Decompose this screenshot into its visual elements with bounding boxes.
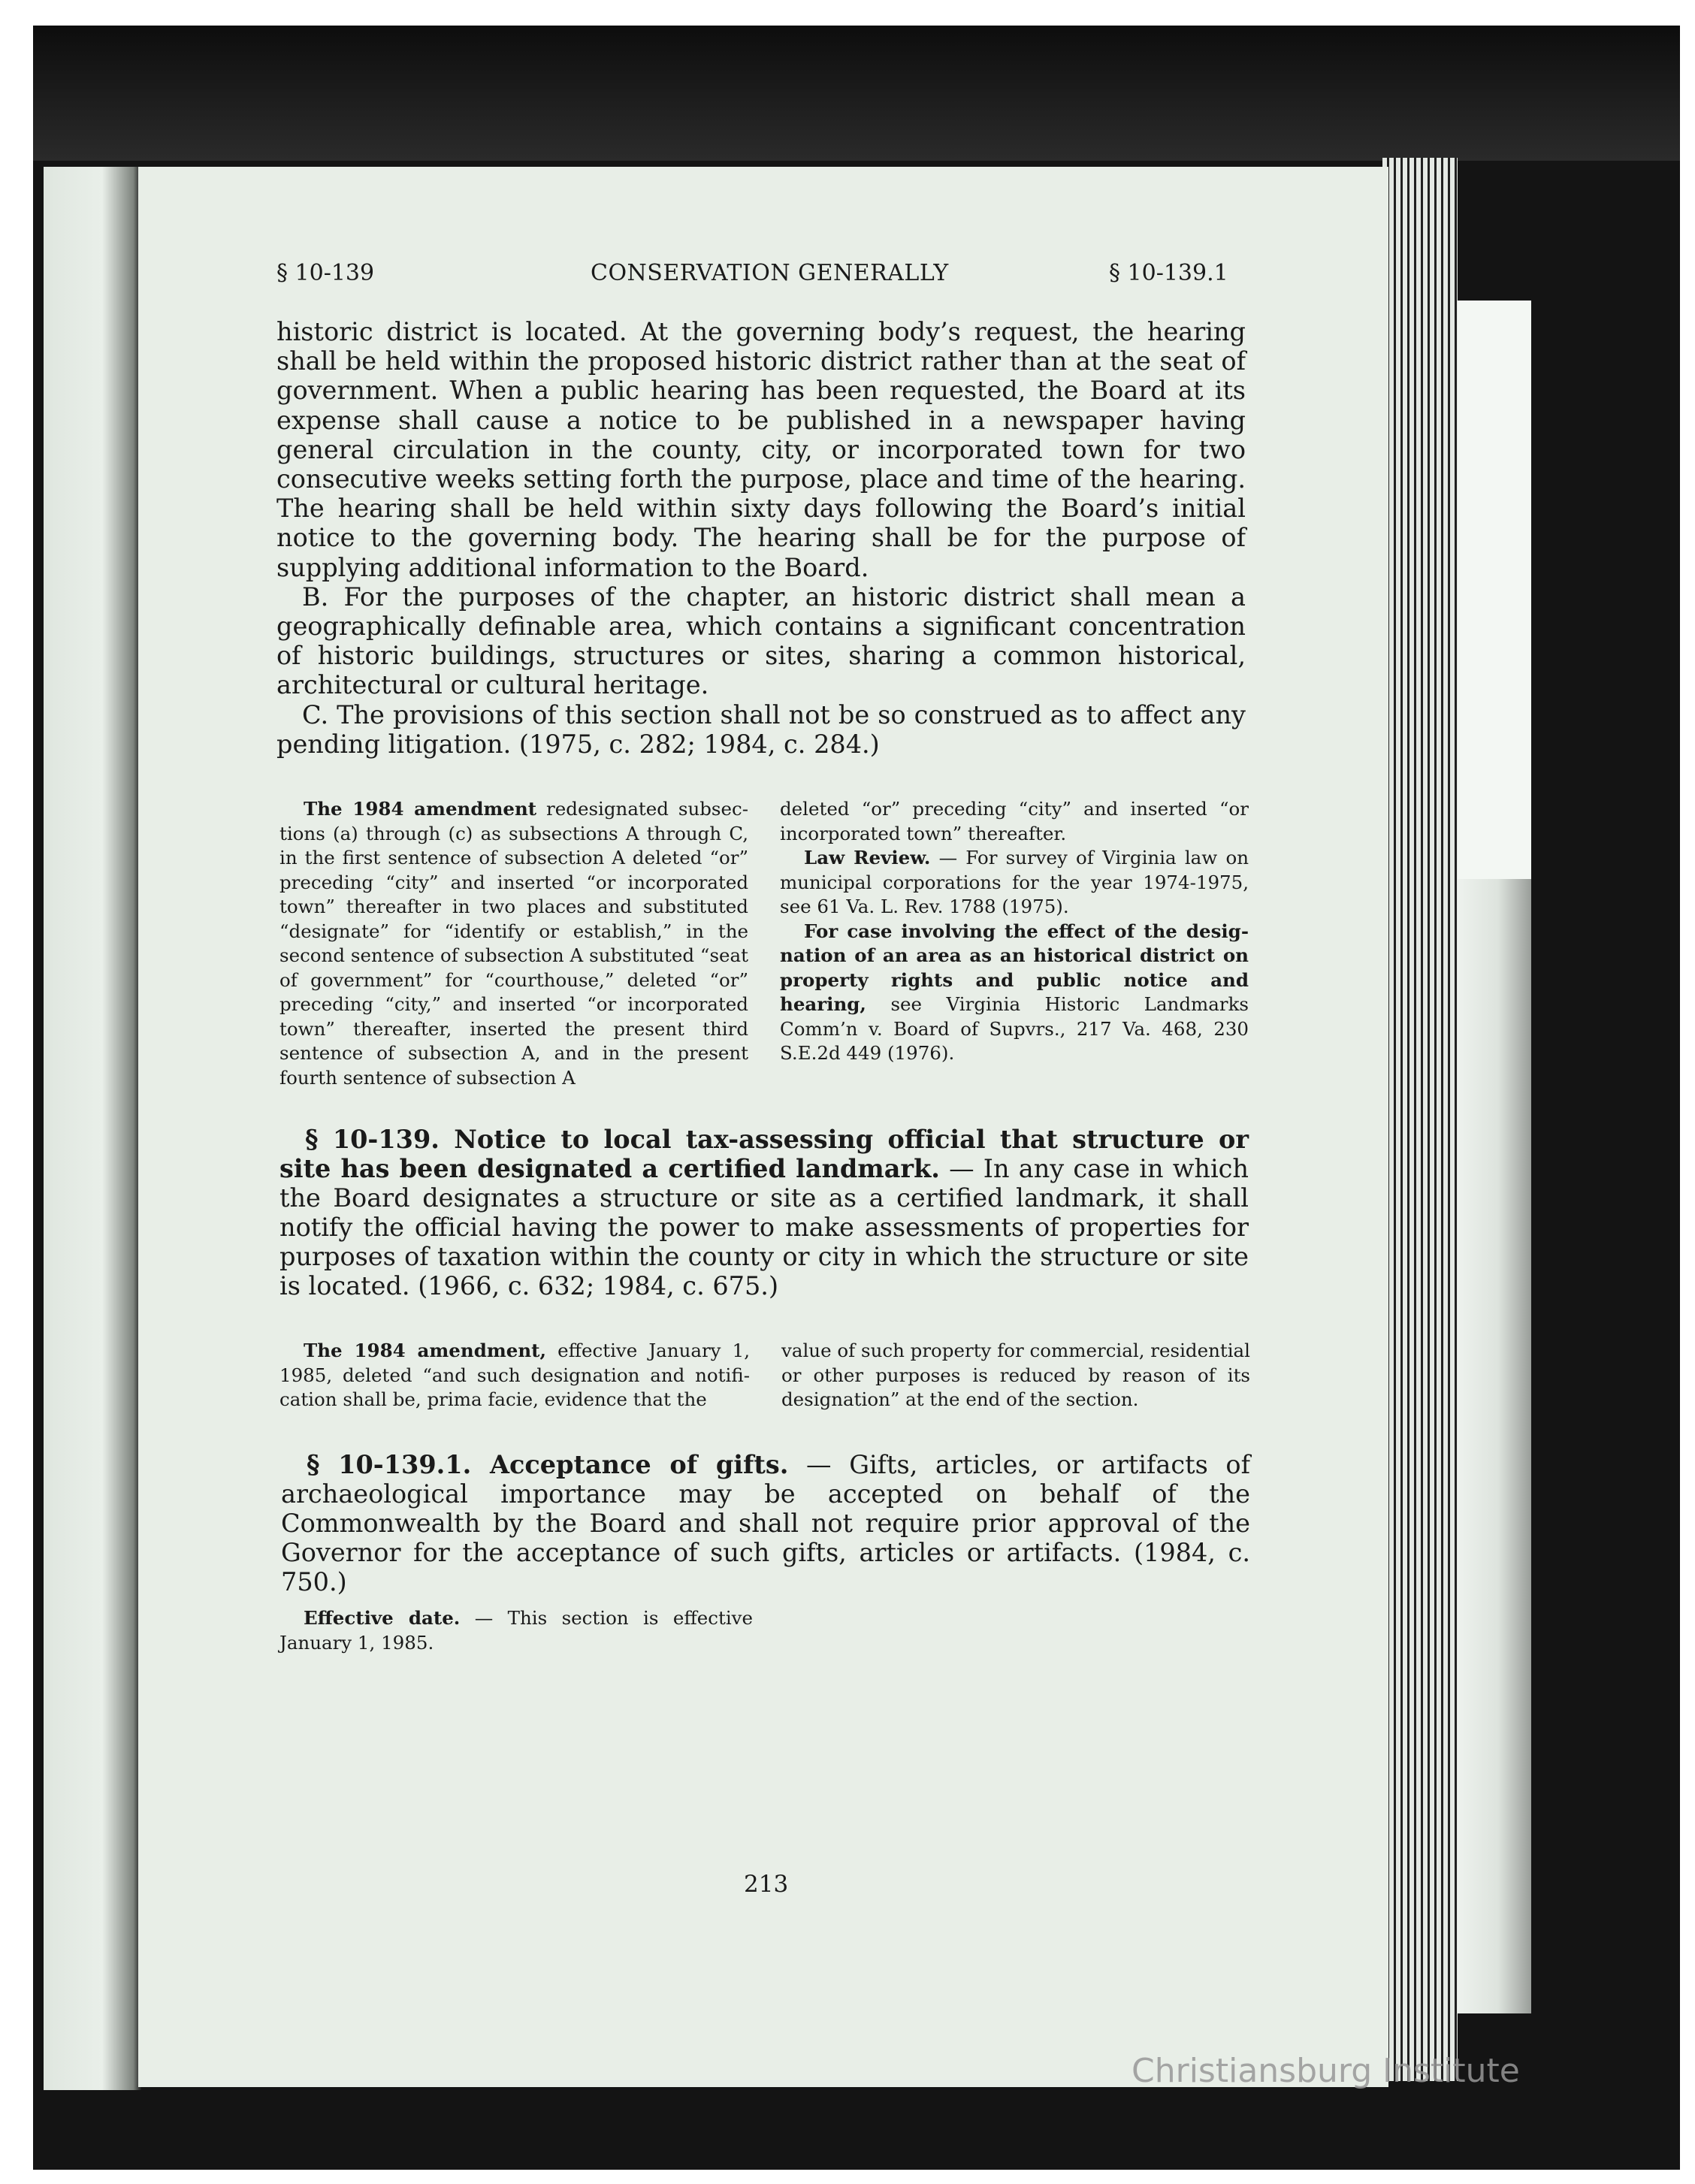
page-number: 213 <box>744 1871 789 1898</box>
annotation-column-left-2 <box>279 1339 750 1412</box>
case-note-label: For case involving the effect of the designation of an area as an historical district on property rights and public notice and hearing, <box>780 920 1249 1015</box>
header-section-right: § 10-139.1 <box>1109 260 1228 286</box>
effective-date-label: Effective date. <box>304 1607 461 1629</box>
amendment-note-label: The 1984 amendment <box>304 798 537 820</box>
body-paragraph-b: B. For the purposes of the chapter, an historic district shall mean a geographically definable area, which contains a significant concentration of historic buildings, structures or sites, sharing a common historical, architectural or cultural heritage. <box>276 581 1246 700</box>
section-10-139-text: — In any case in which the Board designates a structure or site as a certified landmark, it shall notify the official having the power to make assessments of properties for purposes of taxation within the county or city in which the structure or site is located. (1966, c. 632; 1984, c. 675.) <box>279 1154 1249 1300</box>
law-review-text: — For survey of Virginia law on municipal corporations for the year 1974-1975, see 61 Va. L. Rev. 1788 (1975). <box>780 847 1249 917</box>
page-edge-tab-highlight <box>1449 301 1531 879</box>
law-review-label: Law Review. <box>804 847 931 868</box>
section-10-139-heading: § 10-139. Notice to local tax-assessing official that structure or site has been designated a certified landmark. <box>279 1125 1249 1183</box>
body-paragraph-c: C. The provisions of this section shall not be so construed as to affect any pending litigation. (1975, c. 282; 1984, c. 284.) <box>276 699 1246 759</box>
case-note-text: see Virginia Historic Landmarks Comm’n v. Board of Supvrs., 217 Va. 468, 230 S.E.2d 449 (1976). <box>780 993 1249 1064</box>
amendment-note-2-label: The 1984 amendment, <box>304 1340 547 1361</box>
section-10-139-1 <box>281 1450 1250 1596</box>
body-paragraph-continued: historic district is located. At the governing body’s request, the hearing shall be held within the proposed historic district rather than at the seat of government. When a public hearing has been requested, the Board at its expense shall cause a notice to be published in a newspaper having general circulation in the county, city, or incorporated town for two consecutive weeks setting forth the purpose, place and time of the hearing. The hearing shall be held within sixty days following the Board’s initial notice to the governing body. The hearing shall be for the purpose of supplying additional information to the Board. <box>276 317 1246 582</box>
annotation-column-right-1 <box>780 797 1249 1066</box>
header-section-left: § 10-139 <box>276 260 375 286</box>
amendment-note <box>279 797 748 1090</box>
case-note <box>780 920 1249 1066</box>
amendment-note-2-text: effective January 1, 1985, deleted “and such designation and notification shall be, prima facie, evidence that the <box>279 1340 750 1410</box>
section-10-139 <box>279 1125 1249 1300</box>
amendment-note-2-continued: value of such property for commercial, residential or other purposes is reduced by reason of its designation” at the end of the section. <box>781 1340 1250 1410</box>
section-10-139-paragraph <box>279 1125 1249 1300</box>
scan-top-shadow <box>33 26 1680 161</box>
header-running-title: CONSERVATION GENERALLY <box>591 260 949 286</box>
section-10-139-1-text: — Gifts, articles, or artifacts of archaeological importance may be accepted on behalf of the Commonwealth by the Board and shall not require prior approval of the Governor for the acceptance of such gifts, articles or artifacts. (1984, c. 750.) <box>281 1450 1250 1596</box>
amendment-note-continued: deleted “or” preceding “city” and inserted “or incorporated town” thereafter. <box>780 798 1249 844</box>
effective-date-text: — This section is effective January 1, 1985. <box>279 1607 753 1654</box>
annotation-column-left-3 <box>279 1606 753 1655</box>
section-10-139-1-paragraph <box>281 1450 1250 1596</box>
annotation-column-left-1 <box>279 797 748 1090</box>
annotation-column-right-2 <box>781 1339 1250 1412</box>
page-stack-edges <box>1382 158 1458 2081</box>
amendment-note-text: redesignated subsections (a) through (c) as subsections A through C, in the first sentence of subsection A deleted “or” preceding “city” and inserted “or incorporated town” thereafter in two places and substituted “designate” for “identify or establish,” in the second sentence of subsection A substituted “seat of government” for “courthouse,” deleted “or” preceding “city,” and inserted “or incorporated town” thereafter, inserted the present third sentence of subsection A, and in the present fourth sentence of subsection A <box>279 798 748 1089</box>
effective-date-note <box>279 1606 753 1655</box>
book-spine <box>44 167 141 2090</box>
statute-body <box>276 317 1246 759</box>
law-review-note <box>780 846 1249 920</box>
watermark: Christiansburg Institute <box>1132 2053 1520 2090</box>
section-10-139-1-heading: § 10-139.1. Acceptance of gifts. <box>307 1450 789 1479</box>
amendment-note-2 <box>279 1339 750 1412</box>
